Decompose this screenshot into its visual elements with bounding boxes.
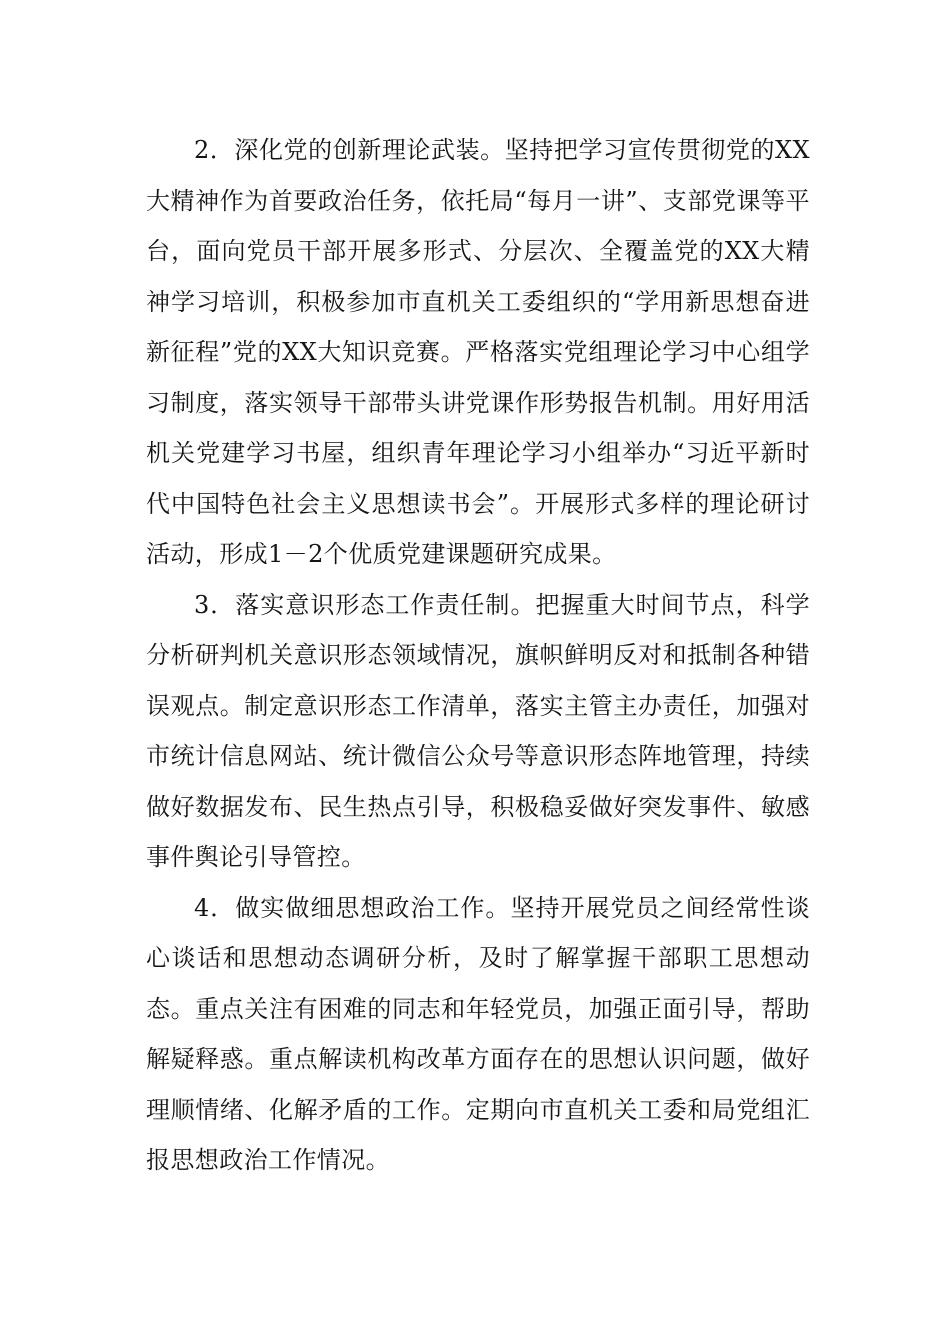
paragraph-3-ideology-responsibility: 3．落实意识形态工作责任制。把握重大时间节点，科学分析研判机关意识形态领域情况，旗帜鲜明反对和抵制各种错误观点。制定意识形态工作清单，落实主管主办责任，加强对市统计信息网站、统计微信公众号等意识形态阵地管理，持续做好数据发布、民生热点引导，积极稳妥做好突发事件、敏感事件舆论引导管控。	[146, 590, 810, 871]
paragraph-2-ideological-theory: 2．深化党的创新理论武装。坚持把学习宣传贯彻党的XX大精神作为首要政治任务，依托局“每月一讲”、支部党课等平台，面向党员干部开展多形式、分层次、全覆盖党的XX大精神学习培训，积极参加市直机关工委组织的“学用新思想奋进新征程”党的XX大知识竞赛。严格落实党组理论学习中心组学习制度，落实领导干部带头讲党课作形势报告机制。用好用活机关党建学习书屋，组织青年理论学习小组举办“习近平新时代中国特色社会主义思想读书会”。开展形式多样的理论研讨活动，形成1－2个优质党建课题研究成果。	[146, 136, 810, 568]
paragraph-4-political-work: 4．做实做细思想政治工作。坚持开展党员之间经常性谈心谈话和思想动态调研分析，及时了解掌握干部职工思想动态。重点关注有困难的同志和年轻党员，加强正面引导，帮助解疑释惑。重点解读机构改革方面存在的思想认识问题，做好理顺情绪、化解矛盾的工作。定期向市直机关工委和局党组汇报思想政治工作情况。	[146, 893, 810, 1174]
document-body	[146, 125, 810, 1186]
